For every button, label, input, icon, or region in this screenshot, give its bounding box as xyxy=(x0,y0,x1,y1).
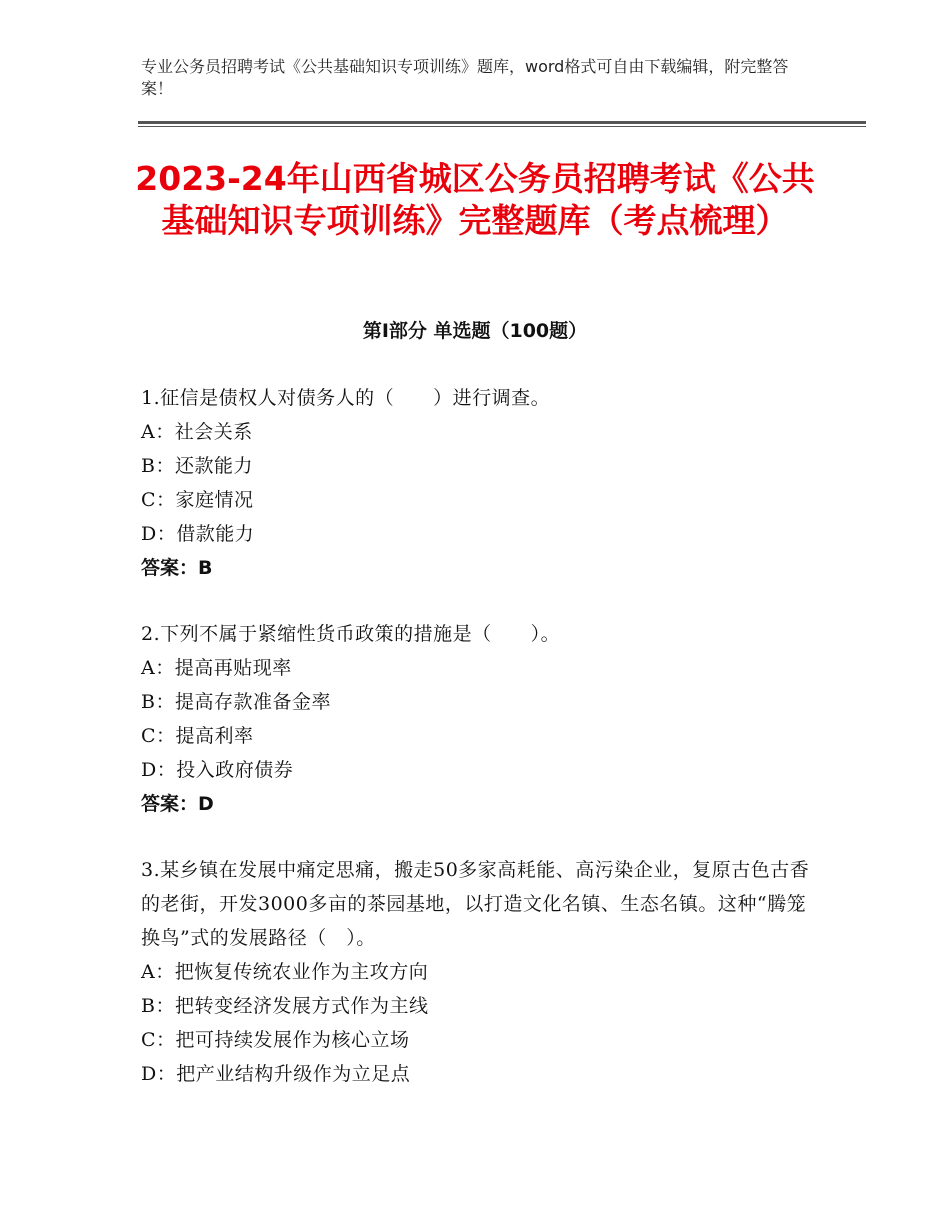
option-d: D：借款能力 xyxy=(141,523,255,545)
question-1 xyxy=(141,381,811,585)
header-divider-thin xyxy=(138,126,866,127)
option-a: A：提高再贴现率 xyxy=(141,657,292,679)
question-2 xyxy=(141,617,811,821)
document-title: 2023-24年山西省城区公务员招聘考试《公共基础知识专项训练》完整题库（考点梳理） xyxy=(135,159,815,240)
header-divider-thick xyxy=(138,121,866,124)
answer: 答案：B xyxy=(141,557,213,579)
option-b: B：把转变经济发展方式作为主线 xyxy=(141,995,429,1017)
option-b: B：还款能力 xyxy=(141,455,253,477)
question-3 xyxy=(141,853,811,1091)
option-c: C：家庭情况 xyxy=(141,489,254,511)
option-c: C：提高利率 xyxy=(141,725,254,747)
option-d: D：把产业结构升级作为立足点 xyxy=(141,1063,411,1085)
question-stem: 1.征信是债权人对债务人的（ ）进行调查。 xyxy=(141,387,551,409)
question-stem: 2.下列不属于紧缩性货币政策的措施是（ ）。 xyxy=(141,623,561,645)
answer: 答案：D xyxy=(141,793,214,815)
option-a: A：社会关系 xyxy=(141,421,253,443)
header-note: 专业公务员招聘考试《公共基础知识专项训练》题库，word格式可自由下载编辑，附完整答案！ xyxy=(141,57,789,98)
question-list xyxy=(141,381,811,1123)
option-a: A：把恢复传统农业作为主攻方向 xyxy=(141,961,429,983)
option-d: D：投入政府债券 xyxy=(141,759,294,781)
section-heading: 第Ⅰ部分 单选题（100题） xyxy=(362,320,588,342)
question-stem: 3.某乡镇在发展中痛定思痛，搬走50多家高耗能、高污染企业，复原古色古香的老街，开发3000多亩的茶园基地，以打造文化名镇、生态名镇。这种“腾笼换鸟”式的发展路径（ ）。 xyxy=(141,859,810,949)
option-b: B：提高存款准备金率 xyxy=(141,691,331,713)
option-c: C：把可持续发展作为核心立场 xyxy=(141,1029,410,1051)
